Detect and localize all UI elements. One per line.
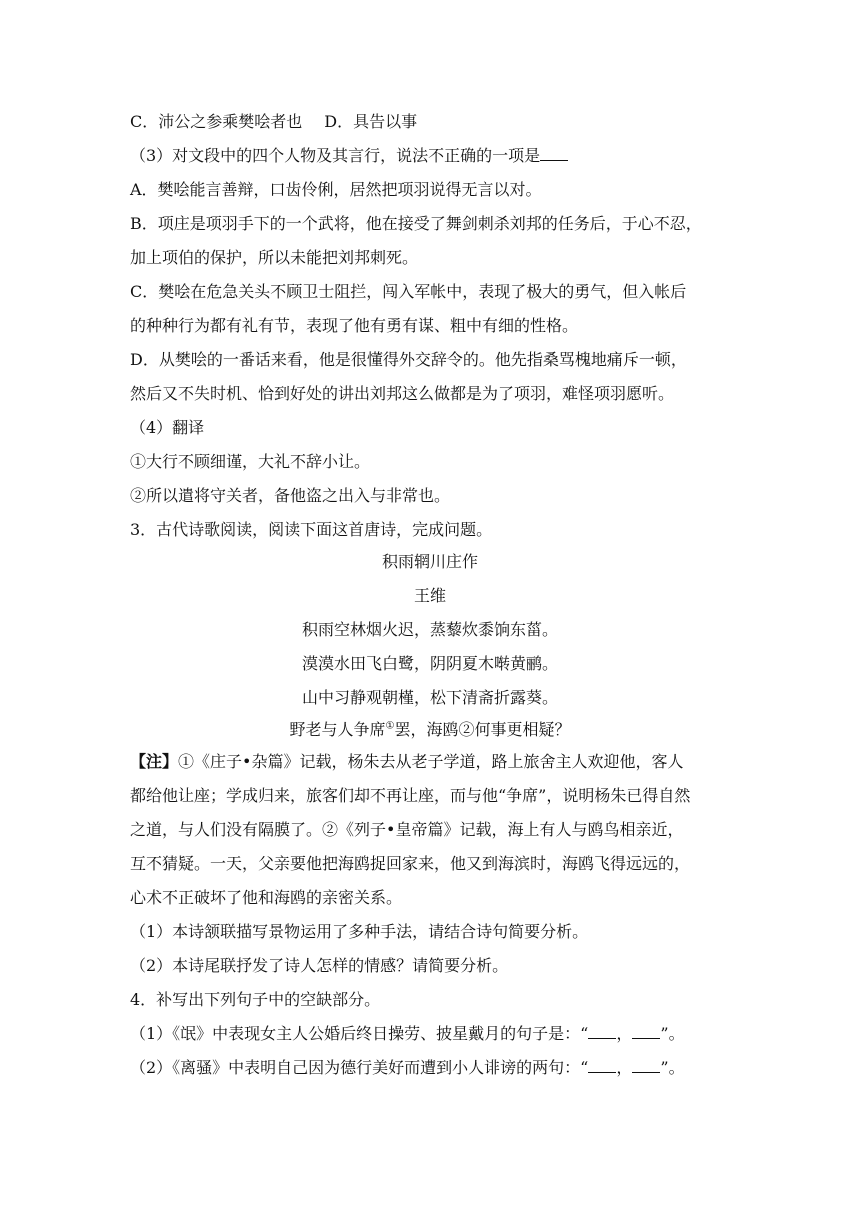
option-d: D．具告以事 <box>324 112 418 131</box>
sub3-option-b-line1: B．项庄是项羽手下的一个武将，他在接受了舞剑刺杀刘邦的任务后，于心不忍， <box>130 214 702 233</box>
poem-line-4-part-a: 野老与人争席 <box>289 720 386 739</box>
poem-author: 王维 <box>413 586 446 605</box>
q4-prompt: 4．补写出下列句子中的空缺部分。 <box>130 990 381 1009</box>
answer-blank <box>540 146 568 161</box>
sub4-item1: ①大行不顾细谨，大礼不辞小让。 <box>130 452 371 471</box>
note-line-2: 都给他让座；学成归来，旅客们却不再让座，而与他“争席”，说明杨朱已得自然 <box>130 786 691 805</box>
note-line-5: 心术不正破坏了他和海鸥的亲密关系。 <box>130 888 403 907</box>
comma: ， <box>616 1024 633 1043</box>
answer-blank <box>632 1024 660 1039</box>
poem-line-2: 漠漠水田飞白鹭，阴阴夏木啭黄鹂。 <box>301 654 558 673</box>
answer-blank <box>632 1058 660 1073</box>
note-line-3: 之道，与人们没有隔膜了。②《列子•皇帝篇》记载，海上有人与鸥鸟相亲近， <box>130 820 684 839</box>
sub3-option-c-line2: 的种种行为都有礼有节，表现了他有勇有谋、粗中有细的性格。 <box>130 316 579 335</box>
closing-quote: ”。 <box>660 1058 685 1077</box>
poem-title: 积雨辋川庄作 <box>381 552 478 571</box>
poem-line-3: 山中习静观朝槿，松下清斋折露葵。 <box>301 688 558 707</box>
note-tag: 【注】 <box>130 752 179 771</box>
answer-blank <box>588 1058 616 1073</box>
sub3-option-b-line2: 加上项伯的保护，所以未能把刘邦刺死。 <box>130 248 419 267</box>
q3-prompt: 3．古代诗歌阅读，阅读下面这首唐诗，完成问题。 <box>130 520 493 539</box>
q3-sub1: （1）本诗颔联描写景物运用了多种手法，请结合诗句简要分析。 <box>130 922 589 941</box>
q2-sub3-prompt <box>130 146 730 166</box>
note-line-4: 互不猜疑。一天，父亲要他把海鸥捉回家来，他又到海滨时，海鸥飞得远远的， <box>130 854 691 873</box>
note-text-1: ①《庄子•杂篇》记载，杨朱去从老子学道，路上旅舍主人欢迎他，客人 <box>178 752 684 771</box>
sub4-prompt: （4）翻译 <box>130 418 205 437</box>
q4-sub2-text: （2）《离骚》中表明自己因为德行美好而遭到小人诽谤的两句：“ <box>130 1058 589 1077</box>
footnote-marker: ① <box>385 720 395 732</box>
poem-line-4-part-b: 罢，海鸥②何事更相疑？ <box>394 720 571 739</box>
q3-sub2: （2）本诗尾联抒发了诗人怎样的情感？请简要分析。 <box>130 956 509 975</box>
poem-line-4 <box>130 720 730 740</box>
q4-sub1 <box>130 1024 730 1044</box>
sub3-option-c-line1: C．樊哙在危急关头不顾卫士阻拦，闯入军帐中，表现了极大的勇气，但入帐后 <box>130 282 687 301</box>
sub3-option-d-line2: 然后又不失时机、恰到好处的讲出刘邦这么做都是为了项羽，难怪项羽愿听。 <box>130 384 675 403</box>
q4-sub2 <box>130 1058 730 1078</box>
sub3-option-d-line1: D．从樊哙的一番话来看，他是很懂得外交辞令的。他先指桑骂槐地痛斥一顿， <box>130 350 687 369</box>
q4-sub1-text: （1）《氓》中表现女主人公婚后终日操劳、披星戴月的句子是：“ <box>130 1024 589 1043</box>
q2-options-cd <box>130 112 730 132</box>
answer-blank <box>588 1024 616 1039</box>
comma: ， <box>616 1058 633 1077</box>
option-c: C．沛公之参乘樊哙者也 <box>130 112 303 131</box>
closing-quote: ”。 <box>660 1024 685 1043</box>
sub4-item2: ②所以遣将守关者，备他盗之出入与非常也。 <box>130 486 451 505</box>
sub3-option-a: A．樊哙能言善辩，口齿伶俐，居然把项羽说得无言以对。 <box>130 180 542 199</box>
sub3-prompt-text: （3）对文段中的四个人物及其言行，说法不正确的一项是 <box>130 146 541 165</box>
note-line-1 <box>130 752 730 772</box>
poem-line-1: 积雨空林烟火迟，蒸藜炊黍饷东菑。 <box>301 620 558 639</box>
